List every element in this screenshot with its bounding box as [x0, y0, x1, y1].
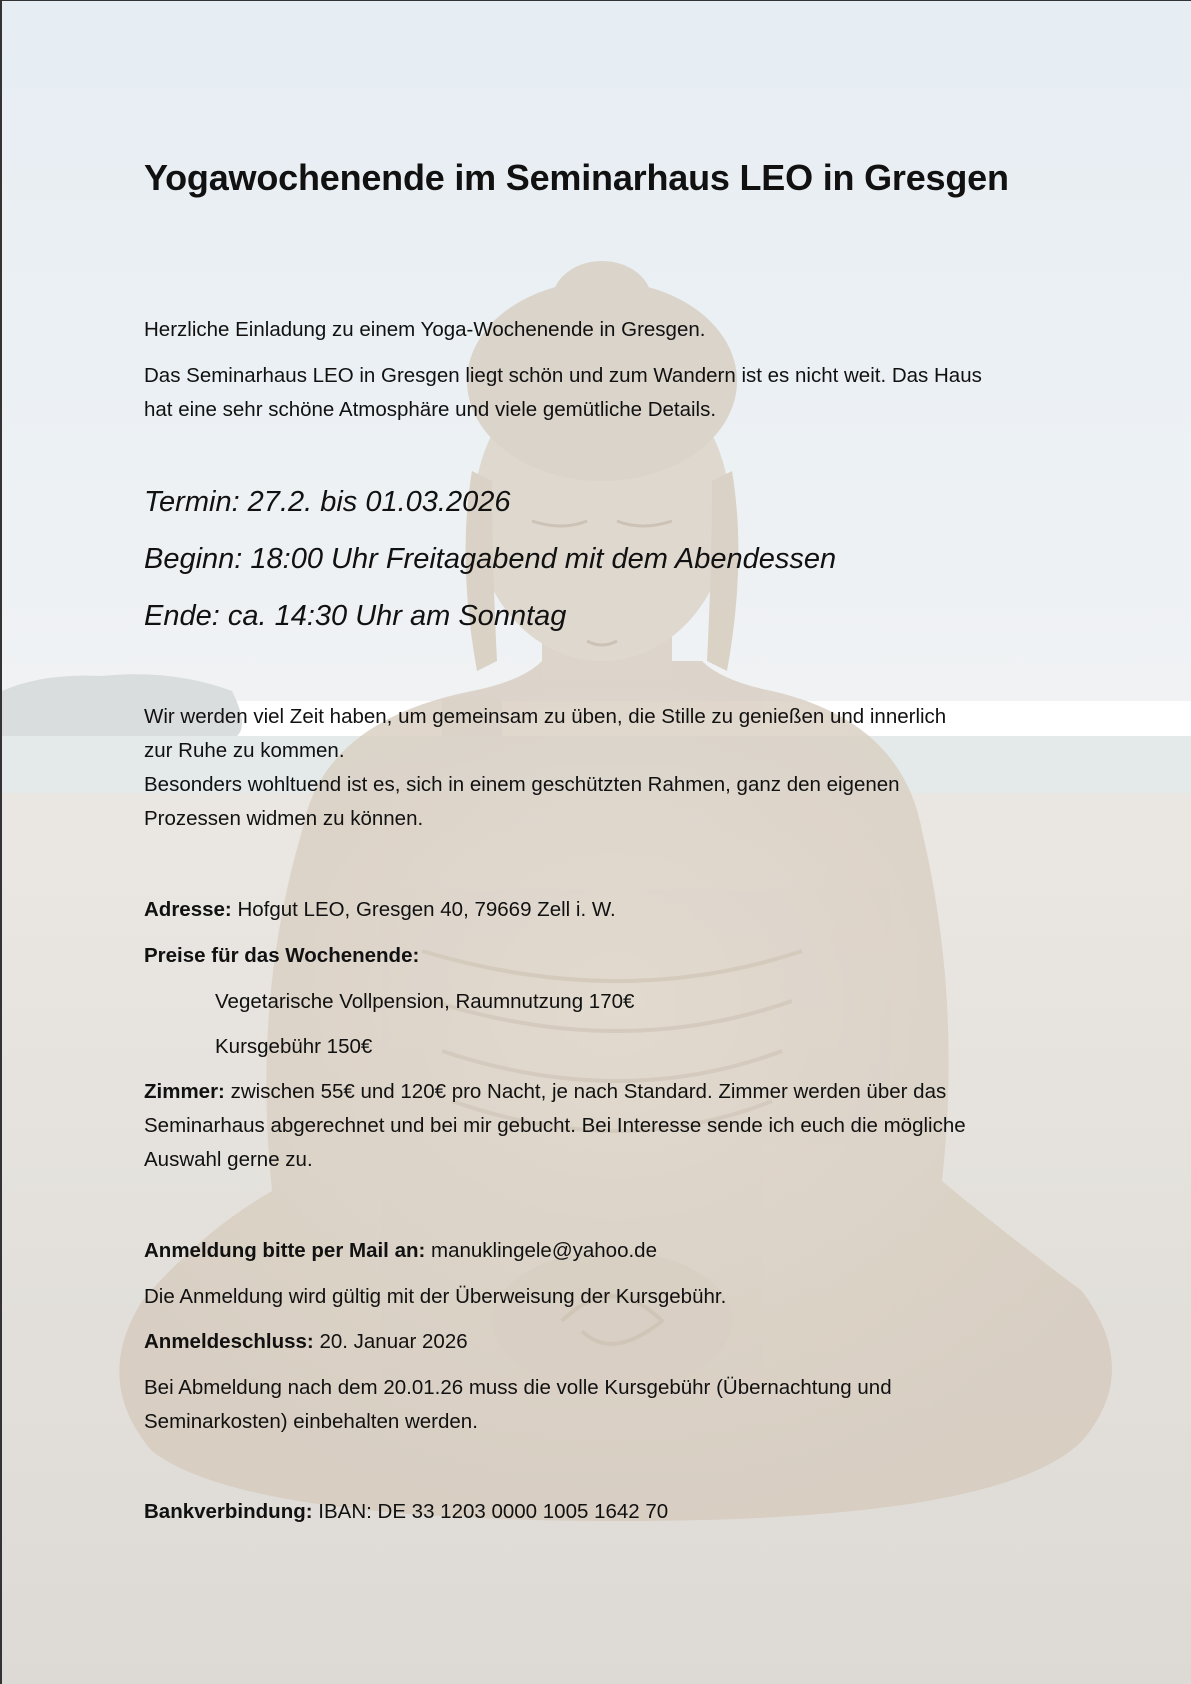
page-title: Yogawochenende im Seminarhaus LEO in Gresgen	[144, 157, 1009, 198]
bank-value: IBAN: DE 33 1203 0000 1005 1642 70	[312, 1500, 669, 1523]
prices-heading	[144, 939, 419, 973]
price-item-course: Kursgebühr 150€	[215, 1035, 373, 1058]
registration-line	[144, 1234, 657, 1268]
intro-line-2: Das Seminarhaus LEO in Gresgen liegt schön und zum Wandern ist es nicht weit. Das Haus	[144, 364, 982, 387]
description-line-2: zur Ruhe zu kommen.	[144, 739, 345, 762]
address-label: Adresse:	[144, 898, 232, 921]
registration-valid: Die Anmeldung wird gültig mit der Überweisung der Kursgebühr.	[144, 1285, 727, 1308]
registration-email: manuklingele@yahoo.de	[425, 1239, 657, 1262]
description-line-4: Prozessen widmen zu können.	[144, 807, 424, 830]
schedule-beginn: Beginn: 18:00 Uhr Freitagabend mit dem Abendessen	[144, 543, 837, 575]
description-line-1: Wir werden viel Zeit haben, um gemeinsam zu üben, die Stille zu genießen und innerlich	[144, 705, 947, 728]
deadline-label: Anmeldeschluss:	[144, 1330, 314, 1353]
schedule-termin: Termin: 27.2. bis 01.03.2026	[144, 486, 511, 518]
prices-label: Preise für das Wochenende:	[144, 944, 420, 967]
rooms-label: Zimmer:	[144, 1080, 225, 1103]
deadline-line	[144, 1325, 468, 1359]
bank-line	[144, 1495, 668, 1529]
intro-line-1: Herzliche Einladung zu einem Yoga-Wochenende in Gresgen.	[144, 318, 706, 341]
cancellation-line-2: Seminarkosten) einbehalten werden.	[144, 1410, 478, 1433]
rooms-line-2: Seminarhaus abgerechnet und bei mir gebucht. Bei Interesse sende ich euch die mögliche	[144, 1114, 966, 1137]
registration-label: Anmeldung bitte per Mail an:	[144, 1239, 426, 1262]
intro-line-3: hat eine sehr schöne Atmosphäre und viele gemütliche Details.	[144, 398, 717, 421]
description-line-3: Besonders wohltuend ist es, sich in einem geschützten Rahmen, ganz den eigenen	[144, 773, 900, 796]
cancellation-line-1: Bei Abmeldung nach dem 20.01.26 muss die volle Kursgebühr (Übernachtung und	[144, 1376, 892, 1399]
address-value: Hofgut LEO, Gresgen 40, 79669 Zell i. W.	[231, 898, 616, 921]
rooms-text-1: zwischen 55€ und 120€ pro Nacht, je nach Standard. Zimmer werden über das	[224, 1080, 947, 1103]
deadline-value: 20. Januar 2026	[313, 1330, 468, 1353]
bank-label: Bankverbindung:	[144, 1500, 313, 1523]
rooms-line-3: Auswahl gerne zu.	[144, 1148, 313, 1171]
price-item-pension: Vegetarische Vollpension, Raumnutzung 170€	[215, 990, 635, 1013]
rooms-line-1	[144, 1075, 946, 1109]
address-line	[144, 893, 616, 927]
schedule-ende: Ende: ca. 14:30 Uhr am Sonntag	[144, 600, 567, 632]
